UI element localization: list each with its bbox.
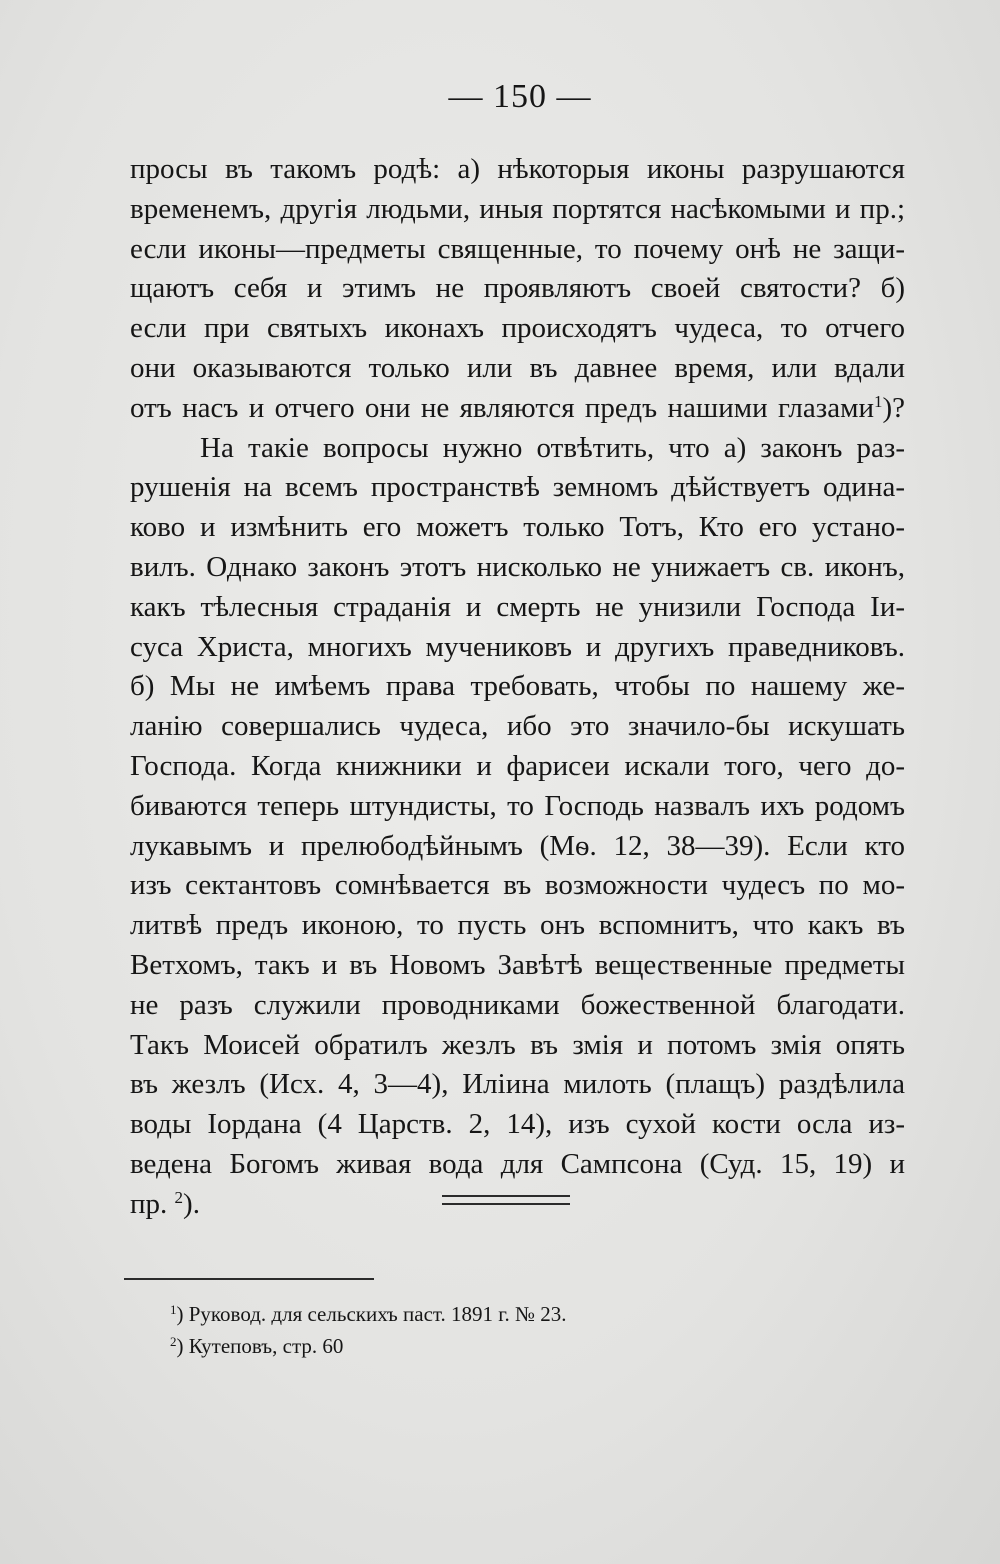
text-line: лукавымъ и прелюбодѣйнымъ (Мѳ. 12, 38—39). Если кто <box>130 829 905 862</box>
page-number: — 150 — <box>448 78 592 115</box>
footnote-1 <box>170 1298 567 1330</box>
text-line: Господа. Когда книжники и фарисеи искали того, чего до- <box>130 749 905 782</box>
footnote-ref-1: 1 <box>873 391 883 411</box>
footnote-ref-1-tail: )? <box>882 391 905 424</box>
text-line: ланію совершались чудеса, ибо это значило-бы искушать <box>130 710 905 743</box>
text-line: изъ сектантовъ сомнѣвается въ возможности чудесъ по мо- <box>130 869 905 902</box>
section-separator <box>442 1195 570 1205</box>
text-line: воды Іордана (4 Царств. 2, 14), изъ сухой кости осла из- <box>130 1108 905 1141</box>
text-line: Ветхомъ, такъ и въ Новомъ Завѣтѣ вещественные предметы <box>130 948 905 981</box>
text-line: если иконы—предметы священные, то почему онѣ не защи- <box>130 232 905 265</box>
footnote-mark: 2 <box>170 1334 177 1349</box>
footnotes <box>170 1298 567 1362</box>
text-line: просы въ такомъ родѣ: а) нѣкоторыя иконы разрушаются <box>130 153 905 185</box>
text-line-with-footnote-ref <box>130 389 905 429</box>
text-line: ково и измѣнить его можетъ только Тотъ, Кто его устано- <box>130 511 905 544</box>
footnote-mark: 1 <box>170 1302 177 1317</box>
text-line: ведена Богомъ живая вода для Сампсона (Суд. 15, 19) и <box>130 1147 905 1180</box>
text-line: они оказываются только или въ давнее время, или вдали <box>130 351 905 384</box>
text-line: литвѣ предъ иконою, то пусть онъ вспомнитъ, что какъ въ <box>130 909 905 942</box>
footnote-ref-2-tail: ). <box>183 1187 200 1220</box>
text-line: какъ тѣлесныя страданія и смерть не унизили Господа Іи- <box>130 590 905 623</box>
footnote-ref-2: 2 <box>174 1187 184 1207</box>
text-line: если при святыхъ иконахъ происходятъ чудеса, то отчего <box>130 312 905 345</box>
text-line-content: отъ насъ и отчего они не являются предъ нашими глазами <box>130 391 874 424</box>
text-line: временемъ, другія людьми, иныя портятся насѣкомыми и пр.; <box>130 192 905 225</box>
text-line-content: пр. <box>130 1187 168 1220</box>
text-line: суса Христа, многихъ мучениковъ и другихъ праведниковъ. <box>130 630 905 663</box>
text-line: щаютъ себя и этимъ не проявляютъ своей святости? б) <box>130 272 905 305</box>
main-text <box>130 150 905 1225</box>
footnote-text: ) Кутеповъ, стр. 60 <box>176 1334 344 1358</box>
text-line: въ жезлъ (Исх. 4, 3—4), Иліина милоть (плащъ) раздѣлила <box>130 1068 905 1101</box>
footnote-2 <box>170 1330 567 1362</box>
text-line: рушенія на всемъ пространствѣ земномъ дѣйствуетъ одина- <box>130 471 905 504</box>
footnote-text: ) Руковод. для сельскихъ паст. 1891 г. № 23. <box>176 1302 567 1326</box>
footnote-divider <box>124 1278 374 1280</box>
text-line: Такъ Моисей обратилъ жезлъ въ змія и потомъ змія опять <box>130 1028 905 1061</box>
text-line: На такіе вопросы нужно отвѣтить, что а) законъ раз- <box>200 431 905 464</box>
text-line: не разъ служили проводниками божественной благодати. <box>130 988 905 1021</box>
text-line: биваются теперь штундисты, то Господь назвалъ ихъ родомъ <box>130 789 905 822</box>
text-line: вилъ. Однако законъ этотъ нисколько не унижаетъ св. иконъ, <box>130 550 905 583</box>
text-line: б) Мы не имѣемъ права требовать, чтобы по нашему же- <box>130 670 905 703</box>
